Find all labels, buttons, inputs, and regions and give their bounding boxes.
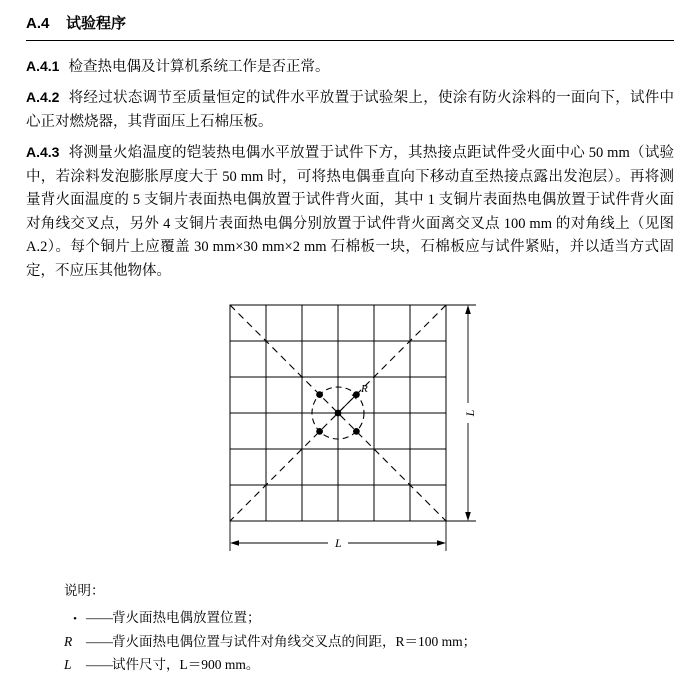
title-divider [26,40,674,41]
dimension-right-label: L [463,410,477,417]
legend-text-1: 背火面热电偶位置与试件对角线交叉点的间距，R＝100 mm； [112,633,477,649]
paragraph-text-a43: 将测量火焰温度的铠装热电偶水平放置于试件下方，其热接点距试件受火面中心 50 mm（试验中，若涂料发泡膨胀厚度大于 50 mm 时，可将热电偶垂直向下移动直至热接点露出发泡层）。再将测量背火面温度的 5 支铜片表面热电偶放置于试件背火面，其中 1 支铜片表面热电偶放置于试件背火面对角线交叉点，另外 4 支铜片表面热电偶分别放置于试件背火面离交叉点 100 mm 的对角线上（见图 A.2）。每个铜片上应覆盖 30 mm×30 mm×2 mm 石棉板一块，石棉板应与试件紧贴，并以适当方式固定，不应压其他物体。 [26,145,674,279]
legend-title: 说明： [64,583,105,599]
paragraph-a43 [26,141,674,283]
dimension-bottom-label: L [335,536,342,551]
paragraph-label-a42: A.4.2 [26,89,60,106]
paragraph-label-a41: A.4.1 [26,58,60,74]
paragraph-a42 [26,86,674,134]
figure-legend [26,579,674,677]
legend-item-l [64,653,674,677]
legend-key-bullet: • [73,612,77,625]
legend-key-r: R [64,633,73,649]
paragraph-text-a41: 检查热电偶及计算机系统工作是否正常。 [68,59,330,75]
paragraph-label-a43: A.4.3 [26,144,60,161]
specimen-diagram-svg [200,297,500,565]
section-number: A.4 [26,15,50,32]
legend-key-l: L [64,657,72,673]
legend-dash-2: —— [86,657,113,673]
legend-item-bullet [64,606,674,630]
legend-dash-1: —— [86,633,113,649]
legend-item-r [64,630,674,654]
specimen-diagram [200,297,500,565]
radius-label: R [361,383,368,396]
page-title [26,12,674,33]
legend-text-0: 背火面热电偶放置位置； [112,609,261,625]
legend-text-2: 试件尺寸，L＝900 mm。 [112,657,260,673]
paragraph-a41 [26,55,674,79]
legend-dash-0: —— [86,609,113,625]
section-title-text: 试验程序 [66,15,127,32]
figure-container [26,297,674,565]
radius-arrow [338,394,358,414]
paragraph-text-a42: 将经过状态调节至质量恒定的试件水平放置于试验架上，使涂有防火涂料的一面向下，试件中心正对燃烧器，其背面压上石棉压板。 [26,90,674,130]
